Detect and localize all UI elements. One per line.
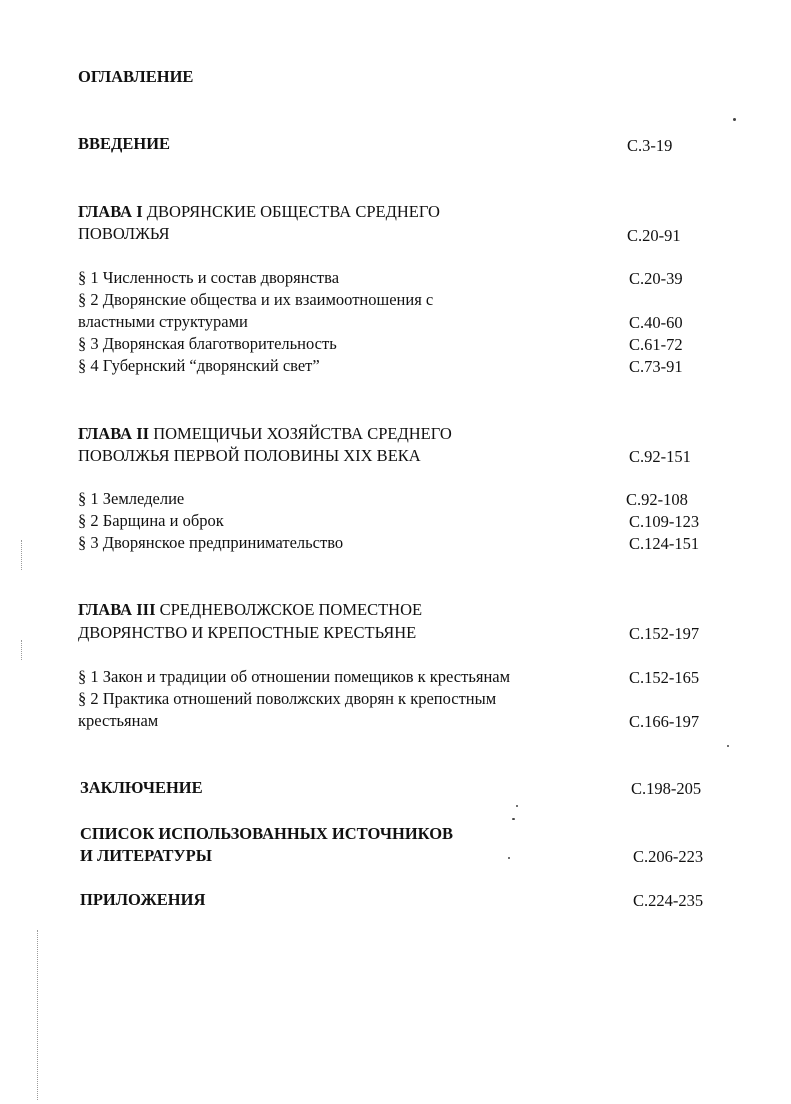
chapter1-section4-pages: С.73-91: [629, 357, 683, 376]
sources-label-line2: И ЛИТЕРАТУРЫ: [80, 846, 212, 865]
chapter1-title-line2: ПОВОЛЖЬЯ: [78, 224, 170, 243]
chapter3-pages: С.152-197: [629, 624, 700, 643]
conclusion-pages: С.198-205: [631, 779, 702, 798]
scan-speck: [508, 857, 510, 859]
toc-title: ОГЛАВЛЕНИЕ: [78, 67, 194, 86]
chapter1-title-line1: ДВОРЯНСКИЕ ОБЩЕСТВА СРЕДНЕГО: [146, 202, 440, 221]
chapter2-prefix: ГЛАВА II: [78, 424, 150, 443]
chapter3-prefix: ГЛАВА III: [78, 600, 156, 619]
scan-speck: [733, 118, 736, 121]
chapter2-title-line1: ПОМЕЩИЧЬИ ХОЗЯЙСТВА СРЕДНЕГО: [153, 424, 452, 443]
chapter1-section4-label: § 4 Губернский “дворянский свет”: [78, 356, 320, 375]
margin-scan-marks: [21, 540, 23, 570]
chapter2-heading: [78, 424, 452, 444]
chapter3-heading: [78, 600, 422, 620]
chapter1-pages: С.20-91: [627, 226, 681, 245]
scan-speck: [512, 818, 515, 820]
chapter3-section2-pages: С.166-197: [629, 712, 700, 731]
chapter2-section2-label: § 2 Барщина и оброк: [78, 511, 224, 530]
intro-label: ВВЕДЕНИЕ: [78, 134, 171, 153]
scan-speck: [516, 805, 518, 807]
chapter1-heading: [78, 202, 440, 222]
chapter2-section2-pages: С.109-123: [629, 512, 700, 531]
margin-scan-marks: [37, 930, 39, 1100]
sources-pages: С.206-223: [633, 847, 704, 866]
chapter3-title-line1: СРЕДНЕВОЛЖСКОЕ ПОМЕСТНОЕ: [159, 600, 423, 619]
appendix-label: ПРИЛОЖЕНИЯ: [80, 890, 206, 909]
chapter1-section1-label: § 1 Численность и состав дворянства: [78, 268, 340, 287]
conclusion-label: ЗАКЛЮЧЕНИЕ: [80, 778, 203, 797]
chapter1-section2-label-line2: властными структурами: [78, 312, 248, 331]
margin-scan-marks: [21, 640, 23, 660]
chapter2-section3-label: § 3 Дворянское предпринимательство: [78, 533, 344, 552]
chapter1-section3-label: § 3 Дворянская благотворительность: [78, 334, 337, 353]
chapter1-section3-pages: С.61-72: [629, 335, 683, 354]
chapter3-section1-pages: С.152-165: [629, 668, 700, 687]
intro-pages: С.3-19: [627, 136, 673, 155]
scan-speck: [727, 745, 729, 747]
chapter2-title-line2: ПОВОЛЖЬЯ ПЕРВОЙ ПОЛОВИНЫ XIX ВЕКА: [78, 446, 421, 465]
chapter2-section3-pages: С.124-151: [629, 534, 700, 553]
chapter1-section1-pages: С.20-39: [629, 269, 683, 288]
chapter3-title-line2: ДВОРЯНСТВО И КРЕПОСТНЫЕ КРЕСТЬЯНЕ: [78, 623, 417, 642]
chapter3-section2-label-line1: § 2 Практика отношений поволжских дворян к крепостным: [78, 689, 497, 708]
chapter2-section1-label: § 1 Земледелие: [78, 489, 185, 508]
chapter3-section1-label: § 1 Закон и традиции об отношении помещиков к крестьянам: [78, 667, 511, 686]
sources-label-line1: СПИСОК ИСПОЛЬЗОВАННЫХ ИСТОЧНИКОВ: [80, 824, 454, 843]
chapter1-section2-pages: С.40-60: [629, 313, 683, 332]
chapter1-prefix: ГЛАВА I: [78, 202, 143, 221]
appendix-pages: С.224-235: [633, 891, 704, 910]
chapter3-section2-label-line2: крестьянам: [78, 711, 159, 730]
chapter2-section1-pages: С.92-108: [626, 490, 688, 509]
chapter2-pages: С.92-151: [629, 447, 691, 466]
chapter1-section2-label-line1: § 2 Дворянские общества и их взаимоотношения с: [78, 290, 434, 309]
